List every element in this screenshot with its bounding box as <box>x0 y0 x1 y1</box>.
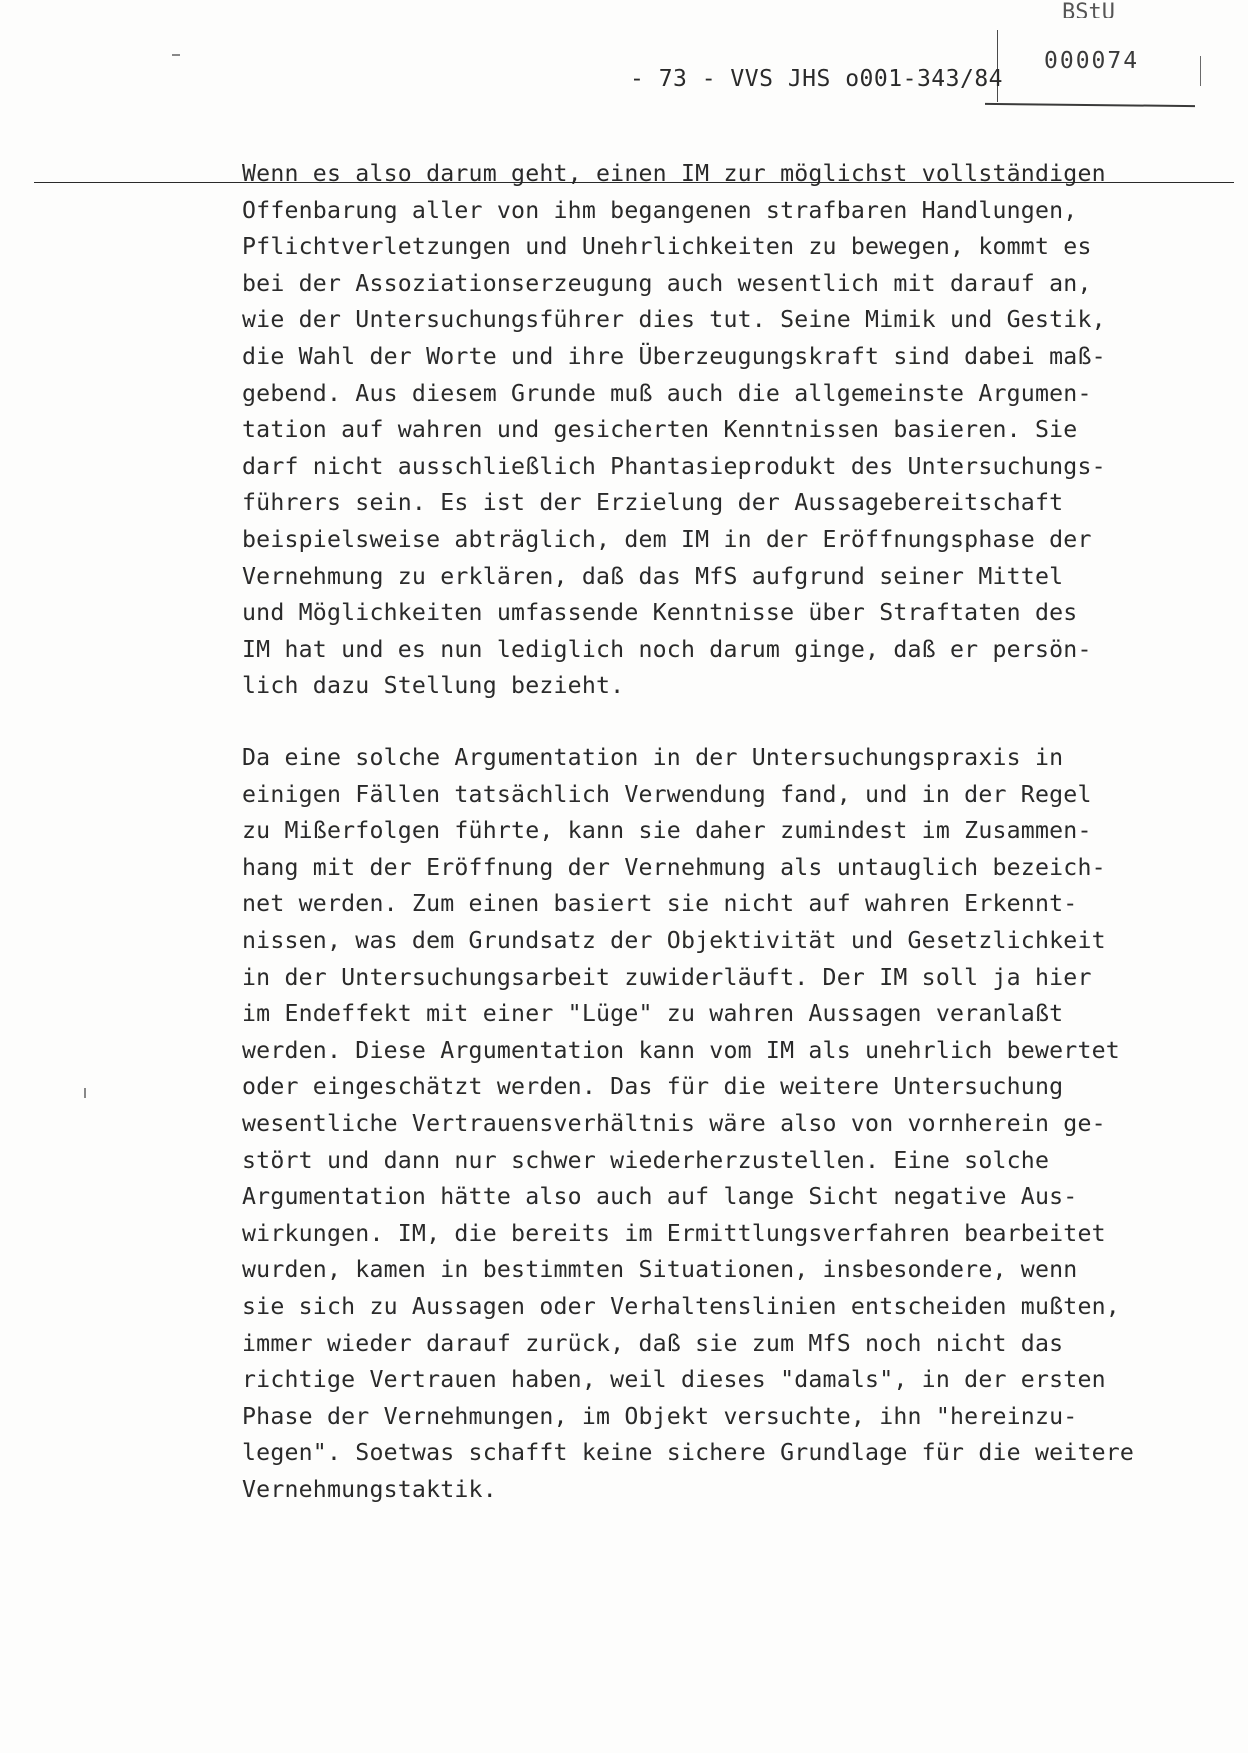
text-line: Offenbarung aller von ihm begangenen strafbaren Handlungen, <box>242 196 1078 224</box>
archive-number: 000074 <box>1044 48 1140 74</box>
text-line: lich dazu Stellung bezieht. <box>242 672 625 700</box>
text-line: wie der Untersuchungsführer dies tut. Seine Mimik und Gestik, <box>242 306 1106 334</box>
text-line: net werden. Zum einen basiert sie nicht auf wahren Erkennt- <box>242 890 1078 918</box>
text-line: Argumentation hätte also auch auf lange Sicht negative Aus- <box>242 1183 1078 1211</box>
stamp-underline <box>985 103 1195 107</box>
text-line: werden. Diese Argumentation kann vom IM als unehrlich bewertet <box>242 1036 1120 1064</box>
text-line: und Möglichkeiten umfassende Kenntnisse über Straftaten des <box>242 599 1078 627</box>
text-line: führers sein. Es ist der Erzielung der Aussagebereitschaft <box>242 489 1064 517</box>
text-line: die Wahl der Worte und ihre Überzeugungskraft sind dabei maß- <box>242 342 1106 370</box>
text-line: wurden, kamen in bestimmten Situationen, insbesondere, wenn <box>242 1256 1078 1284</box>
paragraph-2 <box>242 740 1202 1508</box>
text-line: tation auf wahren und gesicherten Kenntnissen basieren. Sie <box>242 416 1078 444</box>
text-line: in der Untersuchungsarbeit zuwiderläuft. Der IM soll ja hier <box>242 963 1092 991</box>
archive-stamp-top: BStU <box>1062 0 1115 18</box>
text-line: stört und dann nur schwer wiederherzustellen. Eine solche <box>242 1146 1050 1174</box>
paragraph-1 <box>242 156 1202 705</box>
text-line: zu Mißerfolgen führte, kann sie daher zumindest im Zusammen- <box>242 817 1092 845</box>
text-line: Vernehmungstaktik. <box>242 1475 497 1503</box>
text-line: einigen Fällen tatsächlich Verwendung fand, und in der Regel <box>242 780 1092 808</box>
scan-speck <box>84 1088 86 1098</box>
text-line: wirkungen. IM, die bereits im Ermittlungsverfahren bearbeitet <box>242 1219 1106 1247</box>
text-line: bei der Assoziationserzeugung auch wesentlich mit darauf an, <box>242 269 1092 297</box>
text-line: beispielsweise abträglich, dem IM in der Eröffnungsphase der <box>242 525 1092 553</box>
page-reference-header: - 73 - VVS JHS o001-343/84 <box>630 66 1004 92</box>
text-line: hang mit der Eröffnung der Vernehmung als untauglich bezeich- <box>242 853 1106 881</box>
text-line: wesentliche Vertrauensverhältnis wäre also von vornherein ge- <box>242 1109 1106 1137</box>
text-line: Pflichtverletzungen und Unehrlichkeiten zu bewegen, kommt es <box>242 233 1092 261</box>
text-line: im Endeffekt mit einer "Lüge" zu wahren Aussagen veranlaßt <box>242 1000 1064 1028</box>
text-line: richtige Vertrauen haben, weil dieses "damals", in der ersten <box>242 1366 1106 1394</box>
text-line: sie sich zu Aussagen oder Verhaltenslinien entscheiden mußten, <box>242 1292 1120 1320</box>
text-line: oder eingeschätzt werden. Das für die weitere Untersuchung <box>242 1073 1064 1101</box>
text-line: Phase der Vernehmungen, im Objekt versuchte, ihn "hereinzu- <box>242 1402 1078 1430</box>
text-line: legen". Soetwas schafft keine sichere Grundlage für die weitere <box>242 1439 1135 1467</box>
stamp-border-right <box>1200 56 1201 86</box>
text-line: Vernehmung zu erklären, daß das MfS aufgrund seiner Mittel <box>242 562 1064 590</box>
text-line: Wenn es also darum geht, einen IM zur möglichst vollständigen <box>242 160 1106 187</box>
text-line: IM hat und es nun lediglich noch darum ginge, daß er persön- <box>242 635 1092 663</box>
text-line: darf nicht ausschließlich Phantasieprodukt des Untersuchungs- <box>242 452 1106 480</box>
text-line: immer wieder darauf zurück, daß sie zum MfS noch nicht das <box>242 1329 1064 1357</box>
text-line: gebend. Aus diesem Grunde muß auch die allgemeinste Argumen- <box>242 379 1092 407</box>
text-line: Da eine solche Argumentation in der Untersuchungspraxis in <box>242 744 1064 771</box>
text-line: nissen, was dem Grundsatz der Objektivität und Gesetzlichkeit <box>242 926 1106 954</box>
scan-speck <box>172 54 180 56</box>
